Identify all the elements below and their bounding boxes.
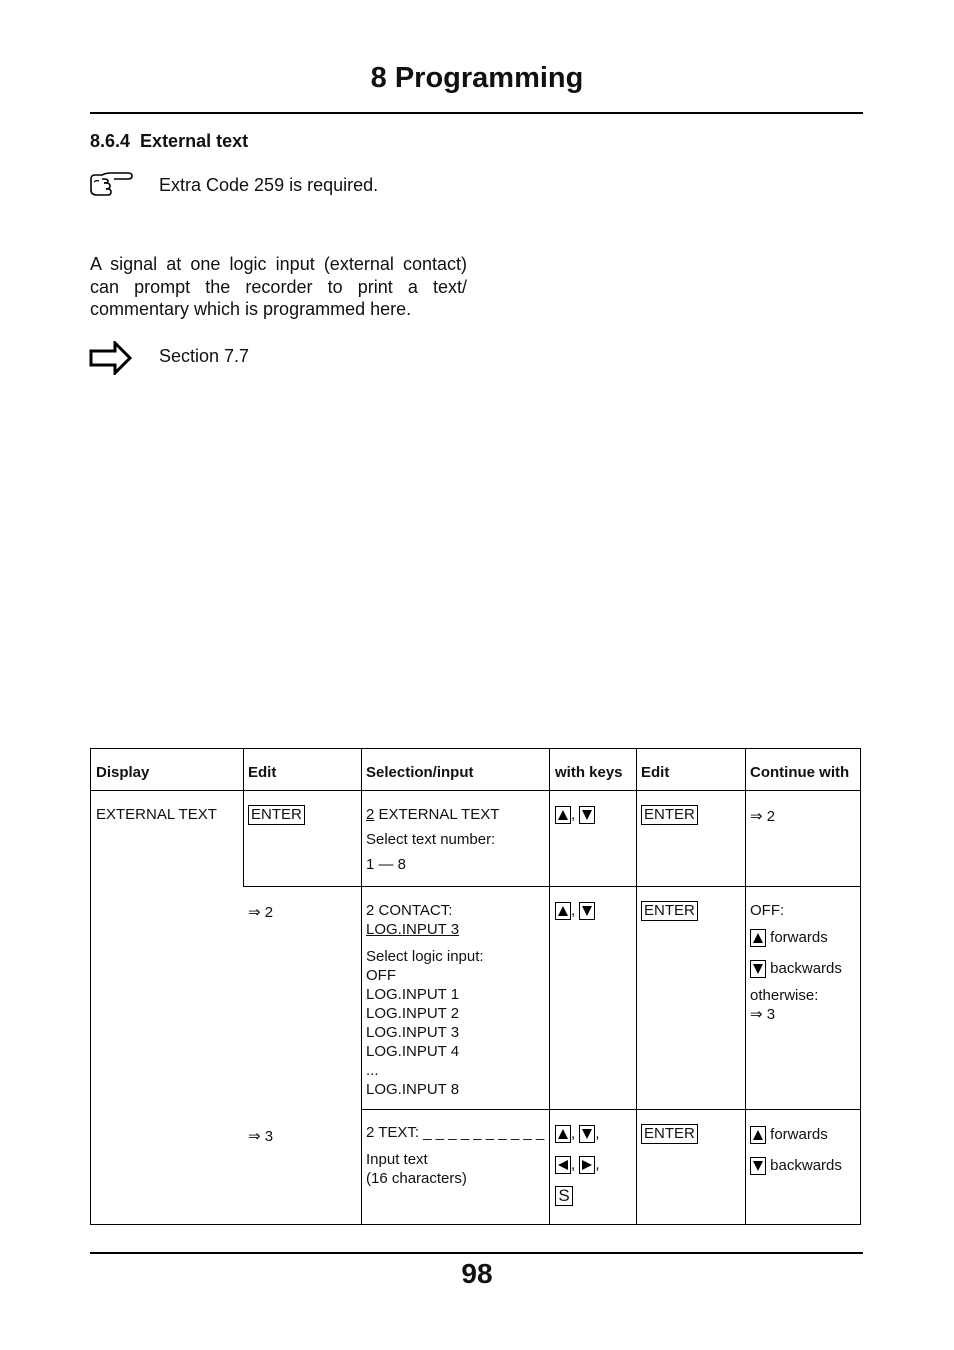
- row2-sel-line1: 2 CONTACT:: [366, 902, 453, 919]
- row1-edit: [248, 805, 305, 825]
- header-keys: with keys: [555, 764, 623, 781]
- right-arrow-key-icon: [579, 1156, 595, 1174]
- row1-selection: [366, 805, 499, 874]
- cont-forwards: forwards: [770, 929, 828, 946]
- section-heading: [90, 131, 248, 152]
- arrow-right-outline-icon: [89, 341, 133, 380]
- row1-continue: ⇒ 2: [750, 808, 776, 825]
- row2-keys: ,: [555, 901, 595, 920]
- section-title: External text: [140, 131, 249, 151]
- row1-keys: ,: [555, 805, 595, 824]
- option-item: LOG.INPUT 8: [366, 1081, 460, 1098]
- row3-continue: [750, 1125, 842, 1175]
- up-arrow-key-icon: [555, 1125, 571, 1143]
- note-text: Extra Code 259 is required.: [159, 175, 379, 195]
- option-item: LOG.INPUT 1: [366, 986, 460, 1003]
- row3-sel-line3: (16 characters): [366, 1170, 467, 1187]
- row3-keys: , , , , S: [555, 1124, 600, 1206]
- up-arrow-key-icon: [555, 806, 571, 824]
- pointing-hand-icon: [88, 170, 134, 203]
- left-arrow-key-icon: [555, 1156, 571, 1174]
- row2-selection: [366, 901, 484, 1099]
- row3-edit: ⇒ 3: [248, 1128, 274, 1145]
- section-number: 8.6.4: [90, 131, 131, 151]
- option-item: ...: [366, 1062, 379, 1079]
- s-key: S: [555, 1186, 573, 1206]
- row2-edit: ⇒ 2: [248, 904, 274, 921]
- down-arrow-key-icon: [579, 806, 595, 824]
- header-rule: [90, 112, 863, 114]
- intro-paragraph: A signal at one logic input (external contact) can prompt the recorder to print a text/ commentary which is programmed here.: [90, 254, 467, 319]
- page-number: 98: [461, 1258, 493, 1289]
- cont-otherwise: otherwise:: [750, 987, 819, 1005]
- down-arrow-key-icon: [750, 1157, 766, 1175]
- cont-backwards: backwards: [770, 960, 842, 978]
- reference-text: Section 7.7: [159, 346, 250, 366]
- option-item: LOG.INPUT 3: [366, 1024, 460, 1041]
- header-display: Display: [96, 764, 150, 781]
- header-selection: Selection/input: [366, 764, 474, 781]
- cont-forwards: forwards: [770, 1126, 828, 1143]
- row3-edit2: [641, 1124, 698, 1144]
- display-value: EXTERNAL TEXT: [96, 806, 217, 823]
- row1-edit2: [641, 805, 698, 825]
- down-arrow-key-icon: [579, 902, 595, 920]
- text-number-cursor: 2: [366, 806, 375, 823]
- header-continue: Continue with: [750, 764, 850, 781]
- header-edit: Edit: [248, 764, 277, 781]
- row1-sel-line3: 1 — 8: [366, 856, 407, 873]
- option-item: LOG.INPUT 4: [366, 1043, 460, 1060]
- row2-edit2: [641, 901, 698, 921]
- row2-continue: [750, 901, 842, 1024]
- enter-key: ENTER: [641, 1124, 698, 1144]
- option-item: LOG.INPUT 2: [366, 1005, 460, 1022]
- page-title: 8 Programming: [370, 62, 584, 94]
- row3-sel-line1: 2 TEXT: _ _ _ _ _ _ _ _ _ _: [366, 1124, 545, 1141]
- down-arrow-key-icon: [579, 1125, 595, 1143]
- option-item: OFF: [366, 967, 396, 984]
- row3-sel-line2: Input text: [366, 1151, 428, 1168]
- row1-sel-line1: EXTERNAL TEXT: [374, 806, 500, 823]
- header-edit2: Edit: [641, 764, 670, 781]
- enter-key: ENTER: [641, 901, 698, 921]
- row2-sel-label: Select logic input:: [366, 948, 484, 965]
- footer-rule: [90, 1252, 863, 1254]
- cont-next: ⇒ 3: [750, 1006, 776, 1024]
- row1-sel-line2: Select text number:: [366, 831, 496, 848]
- up-arrow-key-icon: [555, 902, 571, 920]
- up-arrow-key-icon: [750, 1126, 766, 1144]
- enter-key: ENTER: [248, 805, 305, 825]
- cont-off-label: OFF:: [750, 902, 785, 919]
- up-arrow-key-icon: [750, 929, 766, 947]
- row2-sel-line2: LOG.INPUT 3: [366, 921, 460, 938]
- option-list: [366, 966, 484, 1099]
- row3-selection: [366, 1123, 544, 1188]
- down-arrow-key-icon: [750, 960, 766, 978]
- cont-backwards: backwards: [770, 1157, 842, 1175]
- enter-key: ENTER: [641, 805, 698, 825]
